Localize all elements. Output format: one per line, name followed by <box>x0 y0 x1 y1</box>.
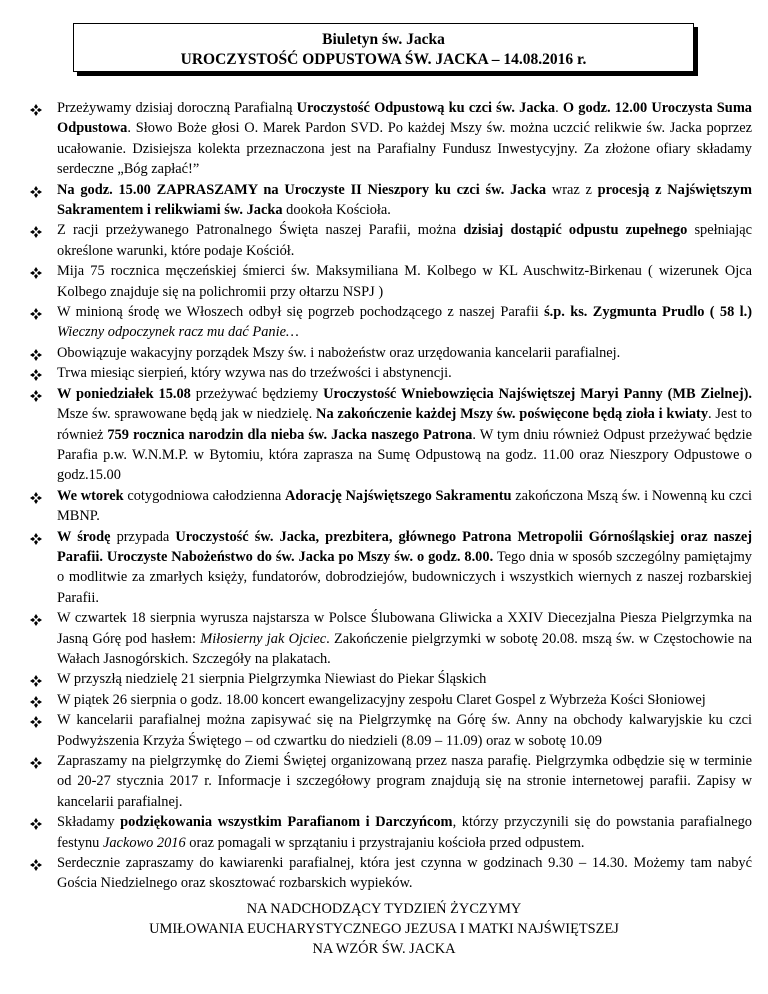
announcement-text: W poniedziałek 15.08 <box>57 385 191 402</box>
announcement-item <box>30 98 752 180</box>
announcement-text: . W tym dniu również Odpust przeżywać będzie Parafia p.w. W.N.M.P. w Bytomiu, która zaprasza na Sumę Odpustową na godz. 11.00 oraz Nieszpory Odpustowe o godz.15.00 <box>57 426 752 484</box>
announcement-item <box>30 690 752 710</box>
closing-line-3: NA WZÓR ŚW. JACKA <box>312 941 456 957</box>
announcement-text: O godz. 12.00 Uroczysta Suma Odpustowa <box>57 100 752 137</box>
diamond-bullet-icon <box>30 675 42 687</box>
announcement-item <box>30 812 752 853</box>
diamond-bullet-icon <box>30 390 42 402</box>
announcement-text: . Zakończenie pielgrzymki w sobotę 20.08. mszą św. w Częstochowie na Wałach Jasnogórskich. Szczegóły na plakatach. <box>57 630 752 667</box>
announcement-item <box>30 853 752 894</box>
announcement-text: wraz z <box>546 181 598 198</box>
diamond-bullet-icon <box>30 369 42 381</box>
announcement-text: W czwartek 18 sierpnia wyrusza najstarsza w Polsce Ślubowana Gliwicka a XXIV Diecezjalna Piesza Pielgrzymka na Jasną Górę pod hasłem: <box>57 610 752 647</box>
announcement-text: W przyszłą niedzielę 21 sierpnia Pielgrzymka Niewiast do Piekar Śląskich <box>57 671 487 688</box>
announcement-text: zakończona Mszą św. i Nowenną ku czci MBNP. <box>57 487 752 525</box>
announcement-text: Uroczystość św. Jacka, prezbitera, głównego Patrona Metropolii Górnośląskiej oraz naszej Parafii. Uroczyste Nabożeństwo do św. Jacka po Mszy św. o godz. 8.00. <box>57 528 753 565</box>
announcement-text: Jackowo 2016 <box>102 834 186 851</box>
announcement-text: . Jest to również <box>57 406 752 443</box>
announcement-text: Serdecznie zapraszamy do kawiarenki parafialnej, która jest czynna w godzinach 9.30 – 14.30. Możemy tam nabyć Gościa Niedzielnego oraz skosztować rozbarskich wypieków. <box>57 855 752 892</box>
diamond-bullet-icon <box>30 492 42 504</box>
diamond-bullet-icon <box>30 533 42 545</box>
announcement-text: W minioną środę we Włoszech odbył się pogrzeb pochodzącego z naszej Parafii <box>57 304 545 321</box>
announcement-text: przypada <box>110 528 176 545</box>
diamond-bullet-icon <box>30 226 42 238</box>
announcement-text: Uroczystość Wniebowzięcia Najświętszej Maryi Panny (MB Zielnej). <box>323 385 753 402</box>
announcement-text: Składamy <box>57 814 121 831</box>
announcement-item <box>30 384 752 486</box>
announcement-text: spełniając określone warunki, które podaje Kościół. <box>57 222 752 259</box>
announcement-text: procesją z Najświętszym Sakramentem i relikwiami św. Jacka <box>57 181 752 219</box>
announcement-text: Z racji przeżywanego Patronalnego Święta naszej Parafii, można <box>57 222 464 239</box>
diamond-bullet-icon <box>30 104 42 116</box>
announcement-text: Wieczny odpoczynek racz mu dać Panie… <box>57 324 299 341</box>
diamond-bullet-icon <box>30 716 42 728</box>
announcement-item <box>30 751 752 812</box>
announcement-text: dzisiaj dostąpić odpustu zupełnego <box>463 222 688 239</box>
announcement-text: dookoła Kościoła. <box>282 202 391 219</box>
announcement-text: oraz pomagali w sprzątaniu i przystrajaniu kościoła przed odpustem. <box>185 834 585 851</box>
closing-wishes <box>0 899 768 959</box>
announcement-text: przeżywać będziemy <box>190 385 324 402</box>
announcement-text: Trwa miesiąc sierpień, który wzywa nas do trzeźwości i abstynencji. <box>57 365 452 382</box>
announcement-text: 759 rocznica narodzin dla nieba św. Jacka naszego Patrona <box>107 426 473 443</box>
announcement-item <box>30 180 752 221</box>
announcement-text: Na godz. 15.00 ZAPRASZAMY na Uroczyste II Nieszpory ku czci św. Jacka <box>57 181 547 198</box>
announcement-text: Miłosierny jak Ojciec <box>200 630 327 647</box>
announcement-item <box>30 710 752 751</box>
announcement-item <box>30 261 752 302</box>
bulletin-title: UROCZYSTOŚĆ ODPUSTOWA ŚW. JACKA – 14.08.2016 r. <box>180 51 587 68</box>
announcement-item <box>30 486 752 527</box>
diamond-bullet-icon <box>30 267 42 279</box>
announcement-item <box>30 343 752 363</box>
announcement-item <box>30 220 752 261</box>
announcement-item <box>30 608 752 669</box>
announcement-text: Przeżywamy dzisiaj doroczną Parafialną <box>57 100 297 116</box>
diamond-bullet-icon <box>30 308 42 320</box>
diamond-bullet-icon <box>30 696 42 708</box>
diamond-bullet-icon <box>30 818 42 830</box>
announcement-text: podziękowania wszystkim Parafianom i Darczyńcom <box>120 814 453 831</box>
announcement-item <box>30 527 752 609</box>
bulletin-name: Biuletyn św. Jacka <box>322 31 445 48</box>
announcement-text: Uroczystość Odpustową ku czci św. Jacka <box>296 100 556 116</box>
announcement-text: . <box>555 100 563 116</box>
diamond-bullet-icon <box>30 859 42 871</box>
announcement-text: cotygodniowa całodzienna <box>123 487 286 504</box>
diamond-bullet-icon <box>30 614 42 626</box>
announcement-text: Mija 75 rocznica męczeńskiej śmierci św. Maksymiliana M. Kolbego w KL Auschwitz-Birkenau ( wizerunek Ojca Kolbego znajduje się na polichromii przy ołtarzu NSPJ ) <box>57 263 752 300</box>
announcement-text: W środę <box>57 528 111 545</box>
announcement-text: W kancelarii parafialnej można zapisywać się na Pielgrzymkę na Górę św. Anny na obchody kalwaryjskie ku czci Podwyższenia Krzyża Świętego – od czwartku do niedzieli (8.09 – 11.09) oraz w sobotę 10.09 <box>57 712 752 749</box>
announcement-text: Obowiązuje wakacyjny porządek Mszy św. i nabożeństw oraz urzędowania kancelarii parafialnej. <box>57 344 621 361</box>
diamond-bullet-icon <box>30 349 42 361</box>
announcement-text: Adorację Najświętszego Sakramentu <box>285 487 512 504</box>
announcement-item <box>30 363 752 383</box>
announcement-text: W piątek 26 sierpnia o godz. 18.00 koncert ewangelizacyjny zespołu Claret Gospel z Wybrzeża Kości Słoniowej <box>57 691 706 708</box>
announcement-text: . Słowo Boże głosi O. Marek Pardon SVD. Po każdej Mszy św. można uczcić relikwie św. Jacka poprzez ucałowanie. Dzisiejsza kolekta przeznaczona jest na Parafialny Fundusz Inwestycyjny. Za złożone ofiary składamy serdeczne „Bóg zapłać!” <box>57 120 752 178</box>
announcements-list <box>30 98 752 894</box>
announcement-item <box>30 302 752 343</box>
announcement-text: Zapraszamy na pielgrzymkę do Ziemi Świętej organizowaną przez nasza parafię. Pielgrzymka odbędzie się w terminie od 20-27 stycznia 2017 r. Informacje i szczegółowy program znajdują się na stronie internetowej parafii. Zapisy w kancelarii parafialnej. <box>57 753 752 810</box>
announcement-text: ś.p. ks. Zygmunta Prudlo ( 58 l.) <box>544 304 752 321</box>
closing-line-2: UMIŁOWANIA EUCHARYSTYCZNEGO JEZUSA I MATKI NAJŚWIĘTSZEJ <box>149 921 619 937</box>
announcement-text: Tego dnia w sposób szczególny pamiętajmy o modlitwie za zmarłych księży, fundatorów, dobrodziejów, budowniczych i wszystkich wiernych z naszej rozbarskiej Parafii. <box>57 548 753 606</box>
announcement-text: Na zakończenie każdej Mszy św. poświęcone będą zioła i kwiaty <box>316 406 709 423</box>
diamond-bullet-icon <box>30 186 42 198</box>
title-box <box>73 23 694 72</box>
announcement-text: Msze św. sprawowane będą jak w niedzielę. <box>57 406 317 423</box>
diamond-bullet-icon <box>30 757 42 769</box>
announcement-text: We wtorek <box>57 487 124 504</box>
announcement-text: , którzy przyczynili się do powstania parafialnego festynu <box>57 814 752 851</box>
announcement-item <box>30 669 752 689</box>
closing-line-1: NA NADCHODZĄCY TYDZIEŃ ŻYCZYMY <box>246 901 522 917</box>
